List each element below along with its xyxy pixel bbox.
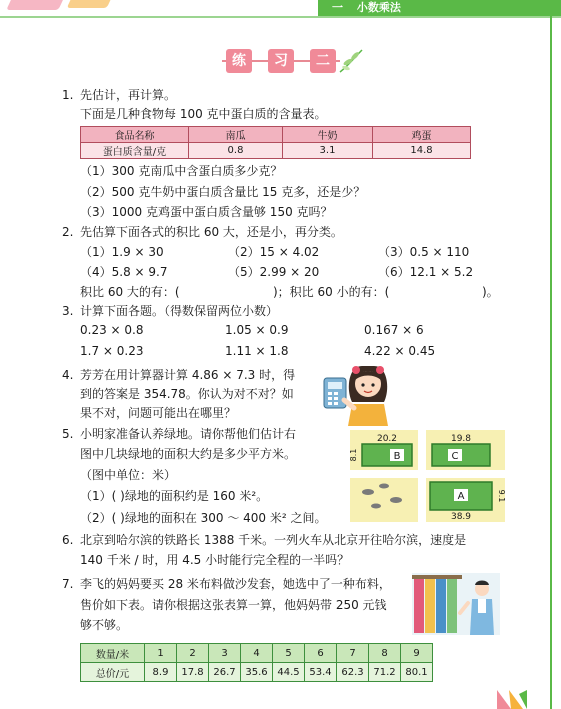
q2-classify-c: )。: [482, 285, 499, 299]
q7-line-3: 够不够。: [80, 618, 129, 632]
price-table-price-cell: 53.4: [305, 663, 337, 682]
plot-b-top-length: 20.2: [376, 434, 398, 444]
price-table-qty-row: [81, 644, 433, 663]
q3-item: 0.23 × 0.8: [80, 323, 144, 337]
q6-number: 6.: [62, 533, 74, 547]
q3-row-1: [80, 323, 480, 341]
q5-line-3: （图中单位：米）: [80, 468, 177, 482]
q6-line-2: 140 千米 / 时，用 4.5 小时能行完全程的一半吗？: [80, 553, 350, 567]
q4-text-1: 芳芳在用计算器计算 4.86 × 7.3 时，得: [80, 368, 296, 382]
q5-sub-1: （1）( )绿地的面积约是 160 米²。: [80, 489, 269, 503]
q5-line-2: 图中几块绿地的面积大约是多少平方米。: [80, 447, 297, 461]
q3-item: 4.22 × 0.45: [364, 344, 436, 358]
protein-table-cell: 0.8: [189, 143, 283, 159]
q4-line-3: 果不对，问题可能出在哪里？: [80, 406, 237, 420]
q1-number: 1.: [62, 88, 74, 102]
fabric-shop-illustration: [412, 573, 500, 635]
price-table-qty-cell: 5: [273, 644, 305, 663]
plot-a-label: A: [457, 491, 465, 502]
q2-instruction: [62, 223, 343, 242]
q1-sub-2: （2）500 克牛奶中蛋白质含量比 15 克多，还是少？: [80, 185, 366, 199]
fabric-price-table: [80, 643, 433, 682]
price-table-qty-cell: 3: [209, 644, 241, 663]
q4-line-2: 到的答案是 354.78。你认为对不对？如: [80, 387, 294, 401]
leaf-sprig-icon: [338, 48, 364, 74]
q3-item: 1.05 × 0.9: [225, 323, 289, 337]
q3-item: 1.7 × 0.23: [80, 344, 144, 358]
price-table-qty-cell: 7: [337, 644, 369, 663]
q2-number: 2.: [62, 225, 74, 239]
protein-table-header: 南瓜: [189, 127, 283, 143]
q3-number: 3.: [62, 304, 74, 318]
price-table-qty-label: 数量/米: [81, 644, 145, 663]
q4-number: 4.: [62, 368, 74, 382]
title-char-3: 二: [310, 49, 336, 73]
q2-row-2: [80, 263, 480, 281]
plot-c-top-length: 19.8: [450, 434, 472, 444]
plot-c-label: C: [451, 451, 459, 462]
decor-pink-stripe: [6, 0, 65, 10]
price-table-qty-cell: 1: [145, 644, 177, 663]
q2-item: （2）15 × 4.02: [228, 245, 320, 259]
price-table-qty-cell: 6: [305, 644, 337, 663]
q5-text-1: 小明家准备认养绿地。请你帮他们估计右: [80, 427, 297, 441]
q7-line-2: 售价如下表。请你根据这张表算一算，他妈妈带 250 元钱: [80, 598, 387, 612]
price-table-price-label: 总价/元: [81, 663, 145, 682]
page-right-rule: [550, 16, 552, 709]
price-table-price-cell: 26.7: [209, 663, 241, 682]
price-table-price-cell: 71.2: [369, 663, 401, 682]
q1-sub-1: （1）300 克南瓜中含蛋白质多少克？: [80, 164, 283, 178]
plot-a-bottom-length: 38.9: [450, 512, 472, 522]
q2-instruction-text: 先估算下面各式的积比 60 大，还是小，再分类。: [80, 225, 343, 239]
q2-classify: [80, 283, 520, 301]
chapter-title: 小数乘法: [356, 1, 401, 14]
price-table-qty-cell: 8: [369, 644, 401, 663]
price-table-price-cell: 44.5: [273, 663, 305, 682]
q3-instruction: [62, 302, 278, 321]
q5-number: 5.: [62, 427, 74, 441]
protein-table-header: 牛奶: [283, 127, 373, 143]
q7-line-1: [62, 575, 391, 594]
header-divider: [0, 16, 561, 18]
q7-number: 7.: [62, 577, 74, 591]
q1-sub-3: （3）1000 克鸡蛋中蛋白质含量够 150 克吗？: [80, 205, 333, 219]
q2-item: （3）0.5 × 110: [378, 245, 470, 259]
price-table-qty-cell: 9: [401, 644, 433, 663]
plot-a-side-length: 9.1: [497, 489, 506, 503]
q2-item: （5）2.99 × 20: [228, 265, 320, 279]
exercise-title: [222, 46, 362, 76]
decor-orange-stripe: [67, 0, 114, 8]
q2-classify-a: 积比 60 大的有：(: [80, 285, 180, 299]
q2-item: （4）5.8 × 9.7: [80, 265, 168, 279]
chapter-tab: [318, 0, 561, 16]
girl-calculator-illustration: [322, 356, 396, 426]
title-char-2: 习: [268, 49, 294, 73]
q3-row-2: [80, 344, 480, 362]
corner-arrow-icon: [497, 690, 527, 709]
protein-table-header-row: [81, 127, 471, 143]
q2-classify-b: )；积比 60 小的有：(: [273, 285, 390, 299]
price-table-price-cell: 62.3: [337, 663, 369, 682]
price-table-qty-cell: 2: [177, 644, 209, 663]
protein-table-cell: 14.8: [373, 143, 471, 159]
q5-line-1: [62, 425, 296, 444]
q3-instruction-text: 计算下面各题。（得数保留两位小数）: [80, 304, 279, 318]
protein-table-header: 鸡蛋: [373, 127, 471, 143]
q1-instruction-text: 先估计，再计算。: [80, 88, 177, 102]
q3-item: 1.11 × 1.8: [225, 344, 289, 358]
q1-instruction: [62, 86, 176, 105]
protein-table-cell: 蛋白质含量/克: [81, 143, 189, 159]
protein-table-cell: 3.1: [283, 143, 373, 159]
protein-table: [80, 126, 471, 159]
protein-table-header: 食品名称: [81, 127, 189, 143]
price-table-price-cell: 80.1: [401, 663, 433, 682]
q6-text-1: 北京到哈尔滨的铁路长 1388 千米。一列火车从北京开往哈尔滨，速度是: [80, 533, 467, 547]
green-plots-map-illustration: [350, 430, 505, 522]
price-table-price-cell: 8.9: [145, 663, 177, 682]
q2-item: （1）1.9 × 30: [80, 245, 164, 259]
q2-item: （6）12.1 × 5.2: [378, 265, 474, 279]
price-table-qty-cell: 4: [241, 644, 273, 663]
q1-intro: 下面是几种食物每 100 克中蛋白质的含量表。: [80, 107, 327, 121]
q3-item: 0.167 × 6: [364, 323, 424, 337]
protein-table-row: [81, 143, 471, 159]
q5-sub-2: （2）( )绿地的面积在 300 ～ 400 米² 之间。: [80, 511, 327, 525]
q4-line-1: [62, 366, 295, 385]
price-table-price-cell: 35.6: [241, 663, 273, 682]
price-table-price-cell: 17.8: [177, 663, 209, 682]
title-char-1: 练: [226, 49, 252, 73]
q6-line-1: [62, 531, 466, 550]
chapter-number: 一: [332, 1, 343, 14]
q7-text-1: 李飞的妈妈要买 28 米布料做沙发套，她选中了一种布料，: [80, 577, 391, 591]
plot-b-side-length: 8.1: [349, 448, 358, 462]
q2-row-1: [80, 243, 480, 261]
price-table-price-row: [81, 663, 433, 682]
plot-b-label: B: [393, 451, 401, 462]
